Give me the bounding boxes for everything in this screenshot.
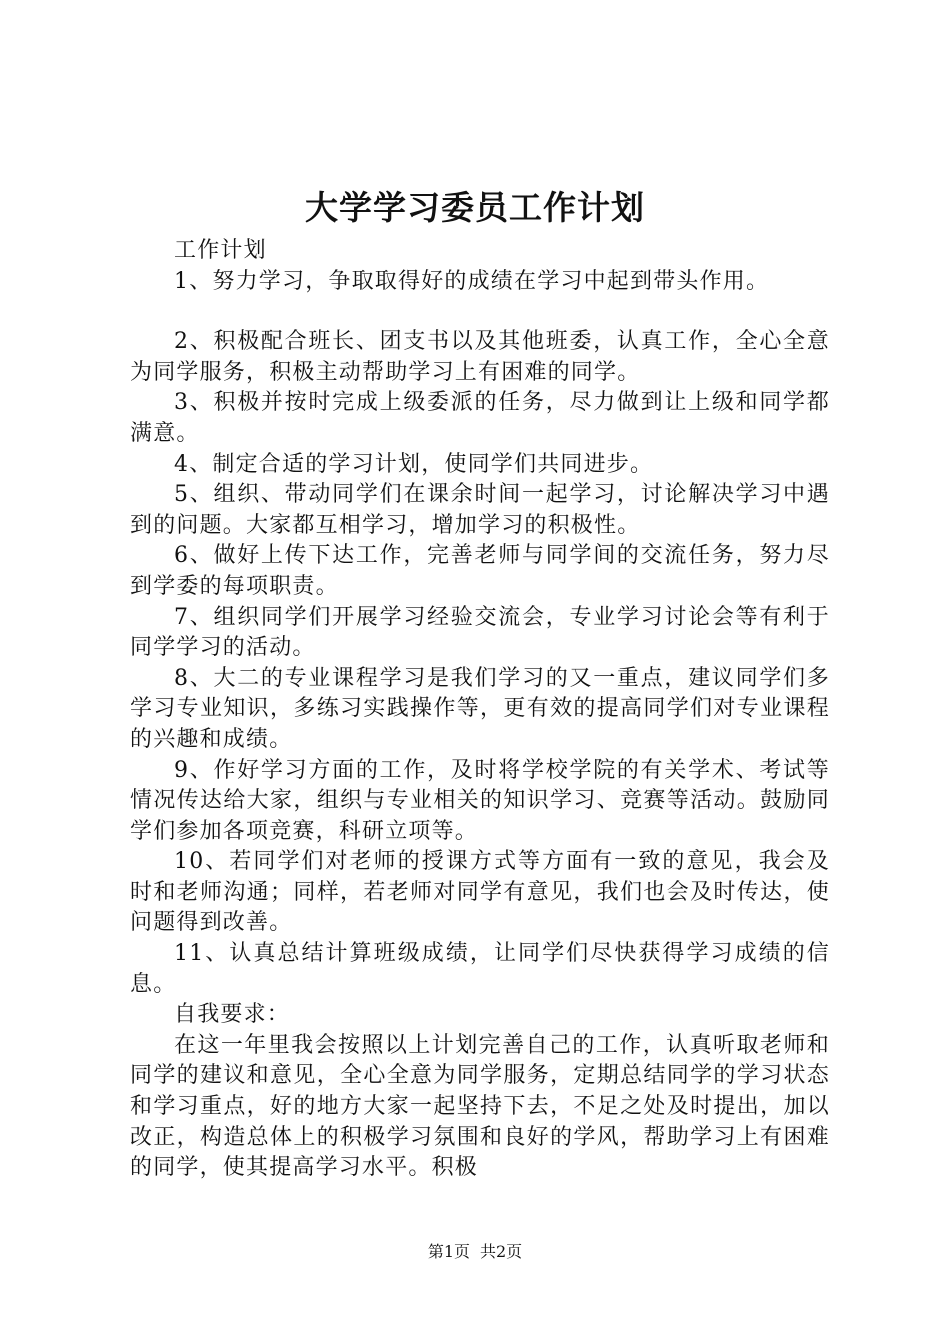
document-body — [130, 236, 830, 1184]
page-footer — [0, 1240, 950, 1264]
blank-line — [130, 297, 830, 327]
document-title: 大学学习委员工作计划 — [305, 188, 645, 227]
paragraph-item-8: 8、大二的专业课程学习是我们学习的又一重点，建议同学们多学习专业知识，多练习实践操作等，更有效的提高同学们对专业课程的兴趣和成绩。 — [130, 665, 830, 752]
paragraph-item-4: 4、制定合适的学习计划，使同学们共同进步。 — [174, 451, 654, 477]
paragraph-item-9: 9、作好学习方面的工作，及时将学校学院的有关学术、考试等情况传达给大家，组织与专业相关的知识学习、竞赛等活动。鼓励同学们参加各项竞赛，科研立项等。 — [130, 757, 830, 844]
paragraph-item-1: 1、努力学习，争取取得好的成绩在学习中起到带头作用。 — [174, 268, 770, 294]
paragraph-item-10: 10、若同学们对老师的授课方式等方面有一致的意见，我会及时和老师沟通；同样，若老师对同学有意见，我们也会及时传达，使问题得到改善。 — [130, 849, 830, 936]
paragraph-intro: 工作计划 — [174, 238, 267, 263]
paragraph-item-6: 6、做好上传下达工作，完善老师与同学间的交流任务，努力尽到学委的每项职责。 — [130, 543, 830, 599]
page-total: 共2页 — [480, 1242, 523, 1261]
paragraph-self-requirement-body: 在这一年里我会按照以上计划完善自己的工作，认真听取老师和同学的建议和意见，全心全意为同学服务，定期总结同学的学习状态和学习重点，好的地方大家一起坚持下去，不足之处及时提出，加以改正，构造总体上的积极学习氛围和良好的学风，帮助学习上有困难的同学，使其提高学习水平。积极 — [130, 1032, 830, 1181]
paragraph-item-11: 11、认真总结计算班级成绩，让同学们尽快获得学习成绩的信息。 — [130, 941, 830, 997]
page-number: 第1页 — [427, 1242, 470, 1261]
paragraph-item-2: 2、积极配合班长、团支书以及其他班委，认真工作，全心全意为同学服务，积极主动帮助学习上有困难的同学。 — [130, 329, 830, 385]
paragraph-item-3: 3、积极并按时完成上级委派的任务，尽力做到让上级和同学都满意。 — [130, 390, 830, 446]
paragraph-self-requirement-heading: 自我要求： — [174, 1002, 291, 1028]
paragraph-item-7: 7、组织同学们开展学习经验交流会，专业学习讨论会等有利于同学学习的活动。 — [130, 604, 830, 661]
paragraph-item-5: 5、组织、带动同学们在课余时间一起学习，讨论解决学习中遇到的问题。大家都互相学习，增加学习的积极性。 — [130, 482, 830, 538]
